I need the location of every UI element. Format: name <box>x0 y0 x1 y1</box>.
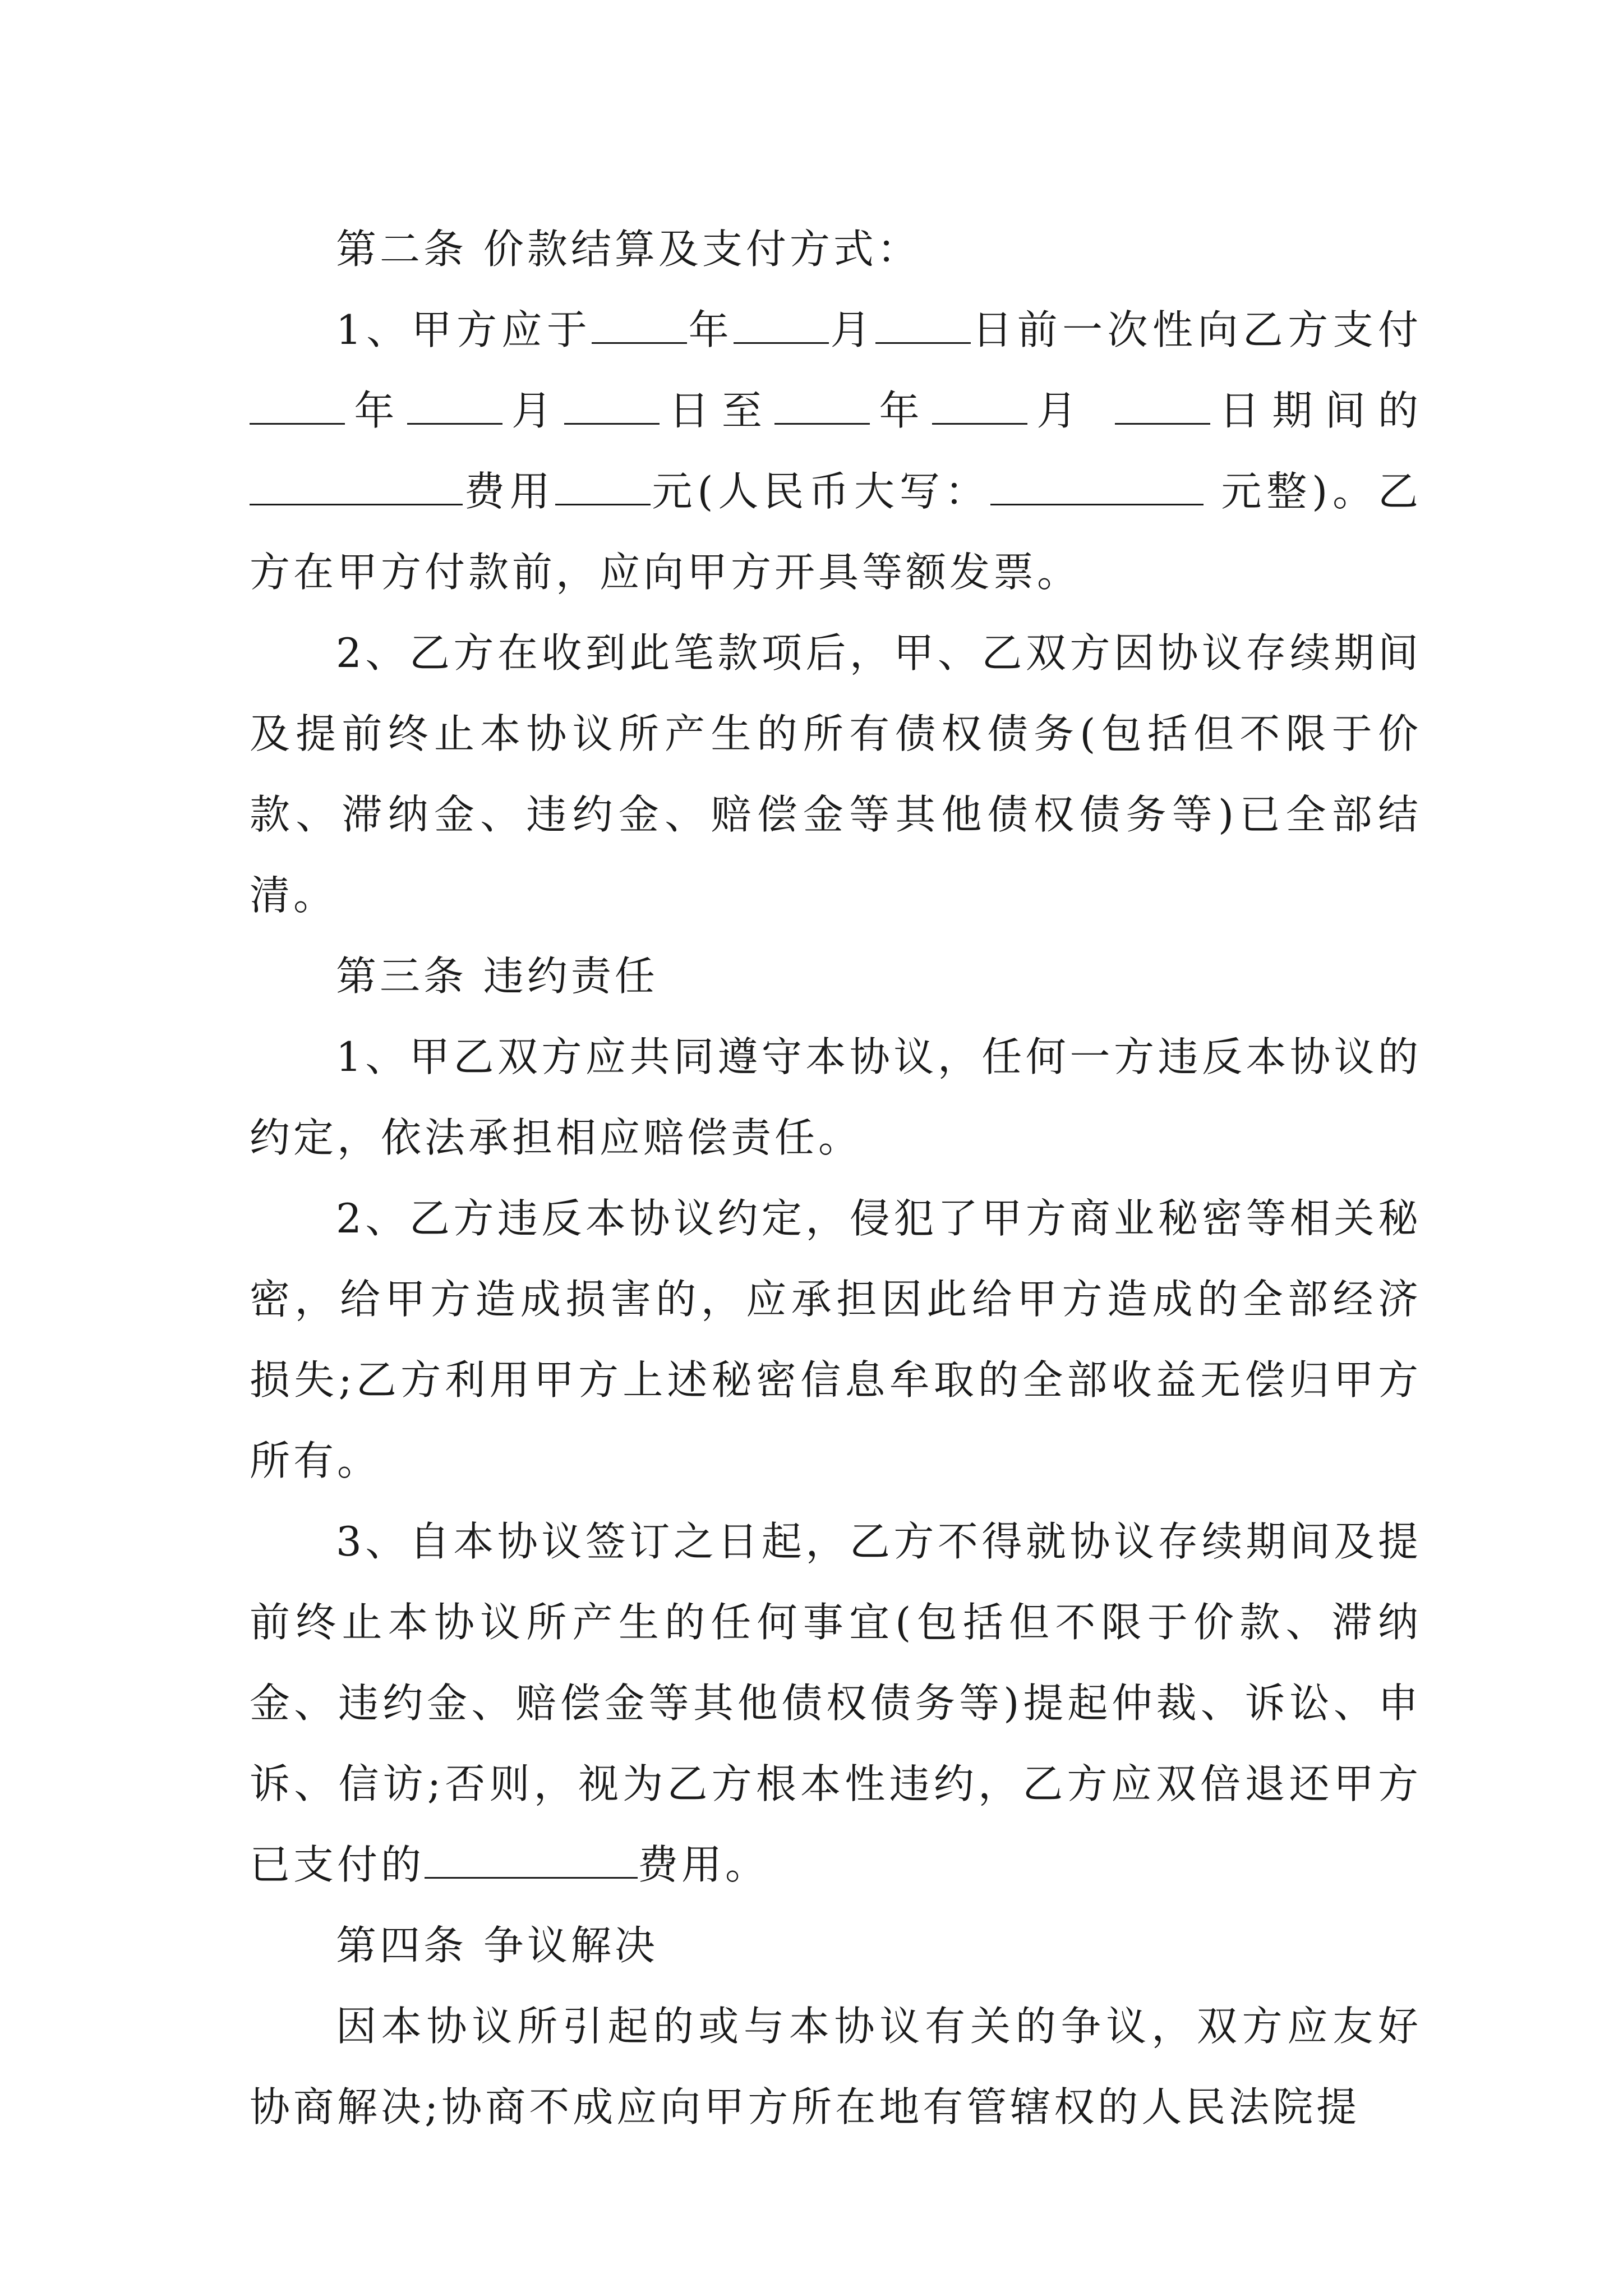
article-2-clause-2: 2、乙方在收到此笔款项后，甲、乙双方因协议存续期间及提前终止本协议所产生的所有债权债务(包括但不限于价款、滞纳金、违约金、赔偿金等其他债权债务等)已全部结清。 <box>250 629 1422 919</box>
fill-blank[interactable] <box>250 388 345 425</box>
article-2-title: 第二条 价款结算及支付方式： <box>336 226 921 273</box>
fill-blank[interactable] <box>250 469 463 505</box>
fill-blank[interactable] <box>932 388 1027 425</box>
fill-blank[interactable] <box>407 388 502 425</box>
fill-blank[interactable] <box>592 307 687 344</box>
article-3-clause-1: 1、甲乙双方应共同遵守本协议，任何一方违反本协议的约定，依法承担相应赔偿责任。 <box>250 1033 1422 1161</box>
fill-blank[interactable] <box>990 469 1204 505</box>
article-3-title: 第三条 违约责任 <box>336 953 658 1000</box>
article-4-title: 第四条 争议解决 <box>336 1922 658 1969</box>
fill-blank[interactable] <box>425 1842 638 1879</box>
fill-blank[interactable] <box>1115 388 1210 425</box>
fill-blank[interactable] <box>734 307 829 344</box>
fill-blank[interactable] <box>564 388 660 425</box>
fill-blank[interactable] <box>875 307 971 344</box>
fill-blank[interactable] <box>555 469 651 505</box>
article-3-clause-3: 3、自本协议签订之日起，乙方不得就协议存续期间及提前终止本协议所产生的任何事宜(包括但不限于价款、滞纳金、违约金、赔偿金等其他债权债务等)提起仲裁、诉讼、申诉、信访;否则，视为乙方根本性违约，乙方应双倍退还甲方已支付的 费用。 <box>250 1518 1422 1888</box>
article-4-clause-1: 因本协议所引起的或与本协议有关的争议，双方应友好协商解决;协商不成应向甲方所在地有管辖权的人民法院提 <box>250 2003 1422 2131</box>
fill-blank[interactable] <box>774 388 870 425</box>
article-3-clause-2: 2、乙方违反本协议约定，侵犯了甲方商业秘密等相关秘密，给甲方造成损害的，应承担因此给甲方造成的全部经济损失;乙方利用甲方上述秘密信息牟取的全部收益无偿归甲方所有。 <box>250 1195 1422 1484</box>
article-2-clause-1: 1、甲方应于 年 月 日前一次性向乙方支付年 月 日至 年 月 日期间的费用 元(人民币大写： 元整)。乙方在甲方付款前，应向甲方开具等额发票。 <box>250 306 1422 596</box>
document-body <box>250 209 1422 2147</box>
